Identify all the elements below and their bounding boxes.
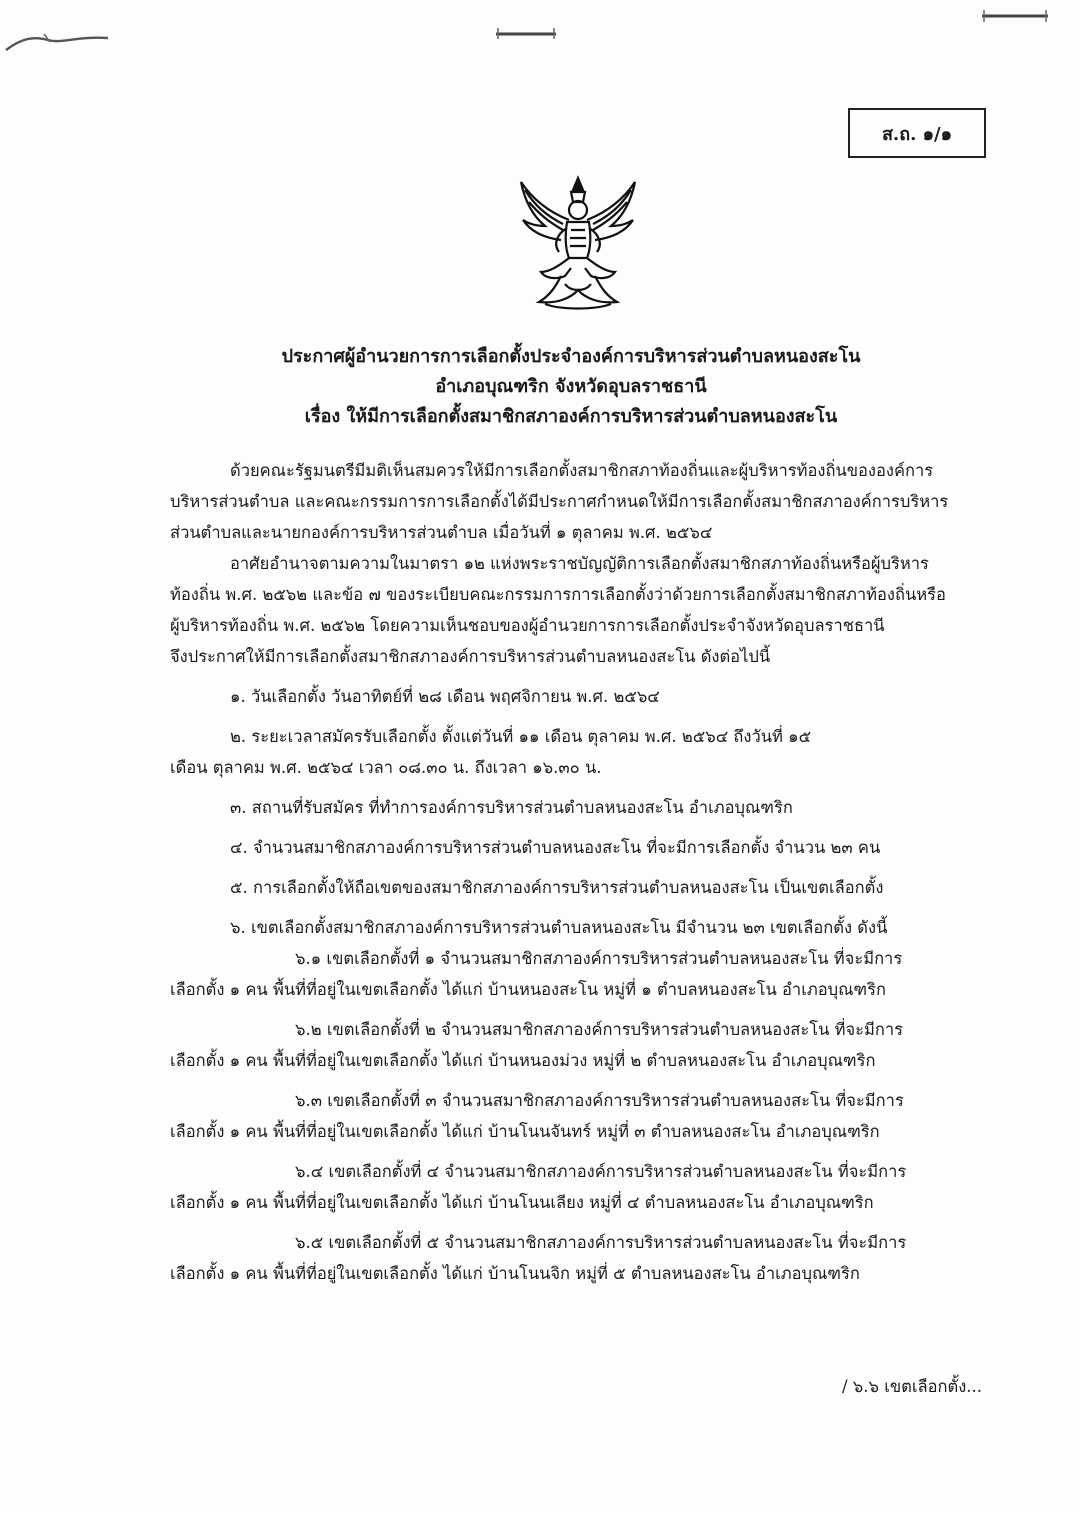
continuation-marker: / ๖.๖ เขตเลือกตั้ง... xyxy=(841,1377,982,1396)
intro-line-1: ด้วยคณะรัฐมนตรีมีมติเห็นสมควรให้มีการเลือกตั้งสมาชิกสภาท้องถิ่นและผู้บริหารท้องถิ่นขององค์การ xyxy=(230,461,934,480)
district-3-line-2: เลือกตั้ง ๑ คน พื้นที่ที่อยู่ในเขตเลือกตั้ง ได้แก่ บ้านโนนจันทร์ หมู่ที่ ๓ ตำบลหนองสะโน อำเภอบุณฑริก xyxy=(170,1122,880,1141)
district-2-line-1: ๖.๒ เขตเลือกตั้งที่ ๒ จำนวนสมาชิกสภาองค์การบริหารส่วนตำบลหนองสะโน ที่จะมีการ xyxy=(295,1020,903,1039)
form-code-box xyxy=(848,108,986,158)
item-4: ๔. จำนวนสมาชิกสภาองค์การบริหารส่วนตำบลหนองสะโน ที่จะมีการเลือกตั้ง จำนวน ๒๓ คน xyxy=(230,838,881,857)
intro-line-2: บริหารส่วนตำบล และคณะกรรมการการเลือกตั้งได้มีประกาศกำหนดให้มีการเลือกตั้งสมาชิกสภาองค์การบริหาร xyxy=(170,492,949,511)
district-3-line-1: ๖.๓ เขตเลือกตั้งที่ ๓ จำนวนสมาชิกสภาองค์การบริหารส่วนตำบลหนองสะโน ที่จะมีการ xyxy=(295,1091,904,1110)
district-5-line-1: ๖.๕ เขตเลือกตั้งที่ ๕ จำนวนสมาชิกสภาองค์การบริหารส่วนตำบลหนองสะโน ที่จะมีการ xyxy=(295,1233,907,1252)
item-1: ๑. วันเลือกตั้ง วันอาทิตย์ที่ ๒๘ เดือน พฤศจิกายน พ.ศ. ๒๕๖๔ xyxy=(230,687,660,706)
title-line-2: อำเภอบุณฑริก จังหวัดอุบลราชธานี xyxy=(435,376,707,397)
item-6: ๖. เขตเลือกตั้งสมาชิกสภาองค์การบริหารส่วนตำบลหนองสะโน มีจำนวน ๒๓ เขตเลือกตั้ง ดังนี้ xyxy=(230,918,888,937)
district-1-line-2: เลือกตั้ง ๑ คน พื้นที่ที่อยู่ในเขตเลือกตั้ง ได้แก่ บ้านหนองสะโน หมู่ที่ ๑ ตำบลหนองสะโน อำเภอบุณฑริก xyxy=(170,980,886,999)
staple-mark-right xyxy=(978,6,1052,26)
document-body xyxy=(170,455,975,1289)
item-2-line-1: ๒. ระยะเวลาสมัครรับเลือกตั้ง ตั้งแต่วันที่ ๑๑ เดือน ตุลาคม พ.ศ. ๒๕๖๔ ถึงวันที่ ๑๕ xyxy=(230,727,812,746)
item-3: ๓. สถานที่รับสมัคร ที่ทำการองค์การบริหารส่วนตำบลหนองสะโน อำเภอบุณฑริก xyxy=(230,798,793,817)
district-4-line-1: ๖.๔ เขตเลือกตั้งที่ ๔ จำนวนสมาชิกสภาองค์การบริหารส่วนตำบลหนองสะโน ที่จะมีการ xyxy=(295,1162,907,1181)
item-2-line-2: เดือน ตุลาคม พ.ศ. ๒๕๖๔ เวลา ๐๘.๓๐ น. ถึงเวลา ๑๖.๓๐ น. xyxy=(170,758,602,777)
staple-mark-left xyxy=(4,26,114,58)
announcement-title xyxy=(170,342,972,432)
district-2-line-2: เลือกตั้ง ๑ คน พื้นที่ที่อยู่ในเขตเลือกตั้ง ได้แก่ บ้านหนองม่วง หมู่ที่ ๒ ตำบลหนองสะโน อำเภอบุณฑริก xyxy=(170,1051,876,1070)
form-code: ส.ถ. ๑/๑ xyxy=(881,123,953,145)
authority-line-1: อาศัยอำนาจตามความในมาตรา ๑๒ แห่งพระราชบัญญัติการเลือกตั้งสมาชิกสภาท้องถิ่นหรือผู้บริหาร xyxy=(230,554,929,573)
intro-line-3: ส่วนตำบลและนายกองค์การบริหารส่วนตำบล เมื่อวันที่ ๑ ตุลาคม พ.ศ. ๒๕๖๔ xyxy=(170,523,713,542)
title-line-1: ประกาศผู้อำนวยการการเลือกตั้งประจำองค์การบริหารส่วนตำบลหนองสะโน xyxy=(281,346,861,367)
title-line-3: เรื่อง ให้มีการเลือกตั้งสมาชิกสภาองค์การบริหารส่วนตำบลหนองสะโน xyxy=(304,406,838,427)
district-5-line-2: เลือกตั้ง ๑ คน พื้นที่ที่อยู่ในเขตเลือกตั้ง ได้แก่ บ้านโนนจิก หมู่ที่ ๕ ตำบลหนองสะโน อำเภอบุณฑริก xyxy=(170,1264,860,1283)
authority-line-2: ท้องถิ่น พ.ศ. ๒๕๖๒ และข้อ ๗ ของระเบียบคณะกรรมการการเลือกตั้งว่าด้วยการเลือกตั้งสมาชิกสภาท้องถิ่นหรือ xyxy=(170,585,946,604)
garuda-emblem-icon xyxy=(515,172,641,312)
district-1-line-1: ๖.๑ เขตเลือกตั้งที่ ๑ จำนวนสมาชิกสภาองค์การบริหารส่วนตำบลหนองสะโน ที่จะมีการ xyxy=(295,949,903,968)
authority-line-3: ผู้บริหารท้องถิ่น พ.ศ. ๒๕๖๒ โดยความเห็นชอบของผู้อำนวยการการเลือกตั้งประจำจังหวัดอุบลราชธานี xyxy=(170,616,885,635)
staple-mark-center xyxy=(492,22,562,42)
authority-line-4: จึงประกาศให้มีการเลือกตั้งสมาชิกสภาองค์การบริหารส่วนตำบลหนองสะโน ดังต่อไปนี้ xyxy=(170,647,771,666)
district-4-line-2: เลือกตั้ง ๑ คน พื้นที่ที่อยู่ในเขตเลือกตั้ง ได้แก่ บ้านโนนเลียง หมู่ที่ ๔ ตำบลหนองสะโน อำเภอบุณฑริก xyxy=(170,1193,874,1212)
item-5: ๕. การเลือกตั้งให้ถือเขตของสมาชิกสภาองค์การบริหารส่วนตำบลหนองสะโน เป็นเขตเลือกตั้ง xyxy=(230,878,884,897)
